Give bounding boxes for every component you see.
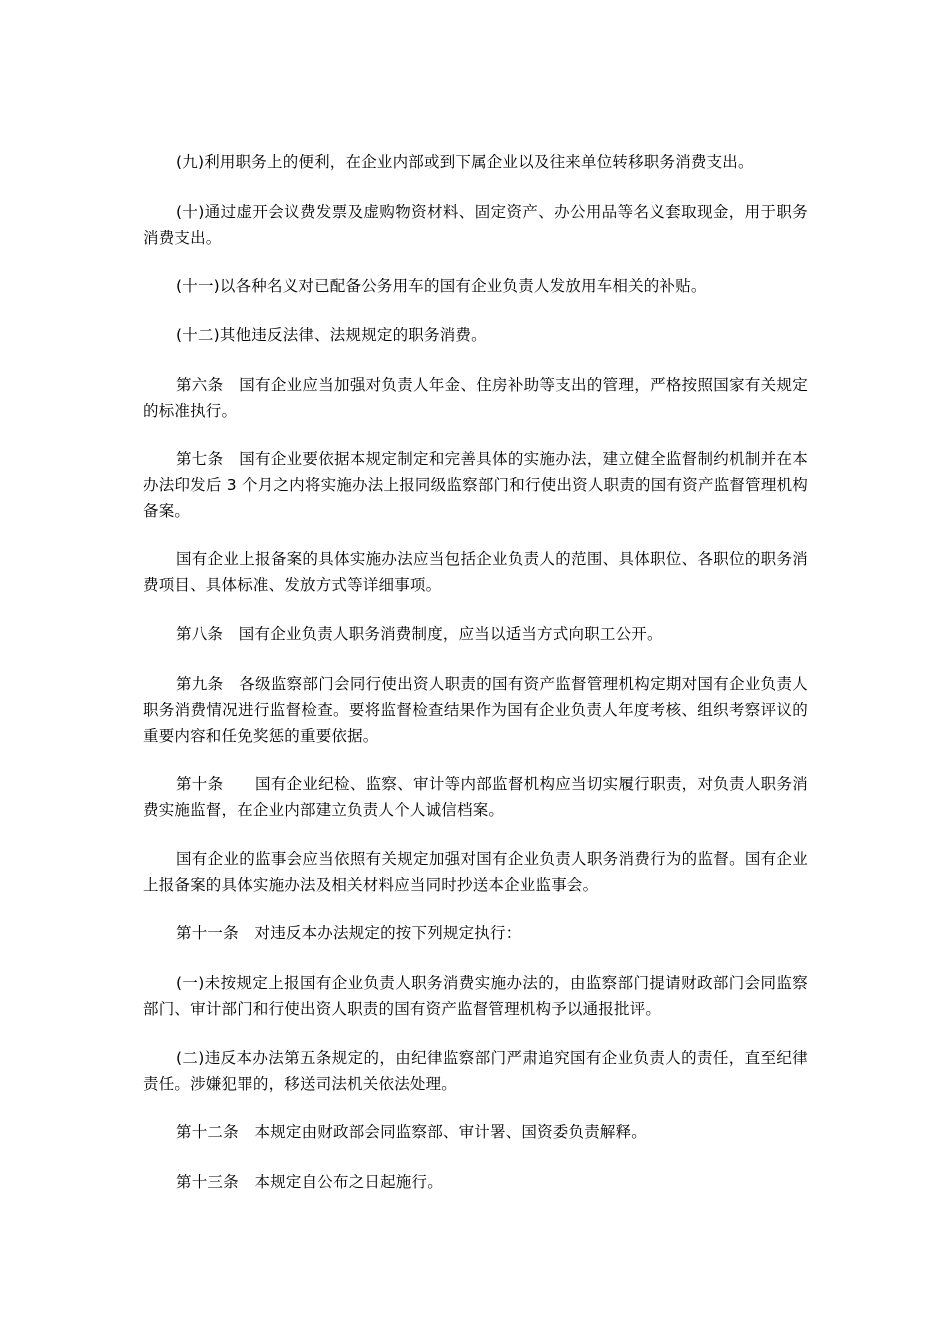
paragraph-article-12: 第十二条 本规定由财政部会同监察部、审计署、国资委负责解释。 [176, 1123, 648, 1141]
paragraph-item-9: (九)利用职务上的便利，在企业内部或到下属企业以及往来单位转移职务消费支出。 [176, 153, 754, 171]
paragraph-article-7: 第七条 国有企业要依据本规定制定和完善具体的实施办法，建立健全监督制约机制并在本办法印发后 3 个月之内将实施办法上报同级监察部门和行使出资人职责的国有资产监督管理机构备案。 [143, 450, 808, 520]
paragraph-article-13: 第十三条 本规定自公布之日起施行。 [176, 1173, 443, 1191]
paragraph-article-11-item-1: (一)未按规定上报国有企业负责人职务消费实施办法的，由监察部门提请财政部门会同监察部门、审计部门和行使出资人职责的国有资产监督管理机构予以通报批评。 [143, 974, 808, 1018]
paragraph-article-10: 第十条 国有企业纪检、监察、审计等内部监督机构应当切实履行职责，对负责人职务消费实施监督，在企业内部建立负责人个人诚信档案。 [143, 775, 808, 819]
paragraph-article-11-item-2: (二)违反本办法第五条规定的，由纪律监察部门严肃追究国有企业负责人的责任，直至纪律责任。涉嫌犯罪的，移送司法机关依法处理。 [143, 1049, 808, 1093]
paragraph-article-8: 第八条 国有企业负责人职务消费制度，应当以适当方式向职工公开。 [176, 625, 663, 643]
paragraph-article-10-supervisory-board: 国有企业的监事会应当依照有关规定加强对国有企业负责人职务消费行为的监督。国有企业上报备案的具体实施办法及相关材料应当同时抄送本企业监事会。 [143, 850, 808, 894]
paragraph-article-9: 第九条 各级监察部门会同行使出资人职责的国有资产监督管理机构定期对国有企业负责人职务消费情况进行监督检查。要将监督检查结果作为国有企业负责人年度考核、组织考察评议的重要内容和任免奖惩的重要依据。 [143, 675, 808, 745]
paragraph-article-7-filing: 国有企业上报备案的具体实施办法应当包括企业负责人的范围、具体职位、各职位的职务消费项目、具体标准、发放方式等详细事项。 [143, 550, 808, 594]
paragraph-item-11: (十一)以各种名义对已配备公务用车的国有企业负责人发放用车相关的补贴。 [176, 277, 707, 295]
paragraph-item-12: (十二)其他违反法律、法规规定的职务消费。 [176, 326, 487, 344]
paragraph-article-11: 第十一条 对违反本办法规定的按下列规定执行： [176, 924, 522, 942]
paragraph-item-10: (十)通过虚开会议费发票及虚购物资材料、固定资产、办公用品等名义套取现金，用于职务消费支出。 [143, 203, 808, 247]
paragraph-article-6: 第六条 国有企业应当加强对负责人年金、住房补助等支出的管理，严格按照国家有关规定的标准执行。 [143, 376, 808, 420]
